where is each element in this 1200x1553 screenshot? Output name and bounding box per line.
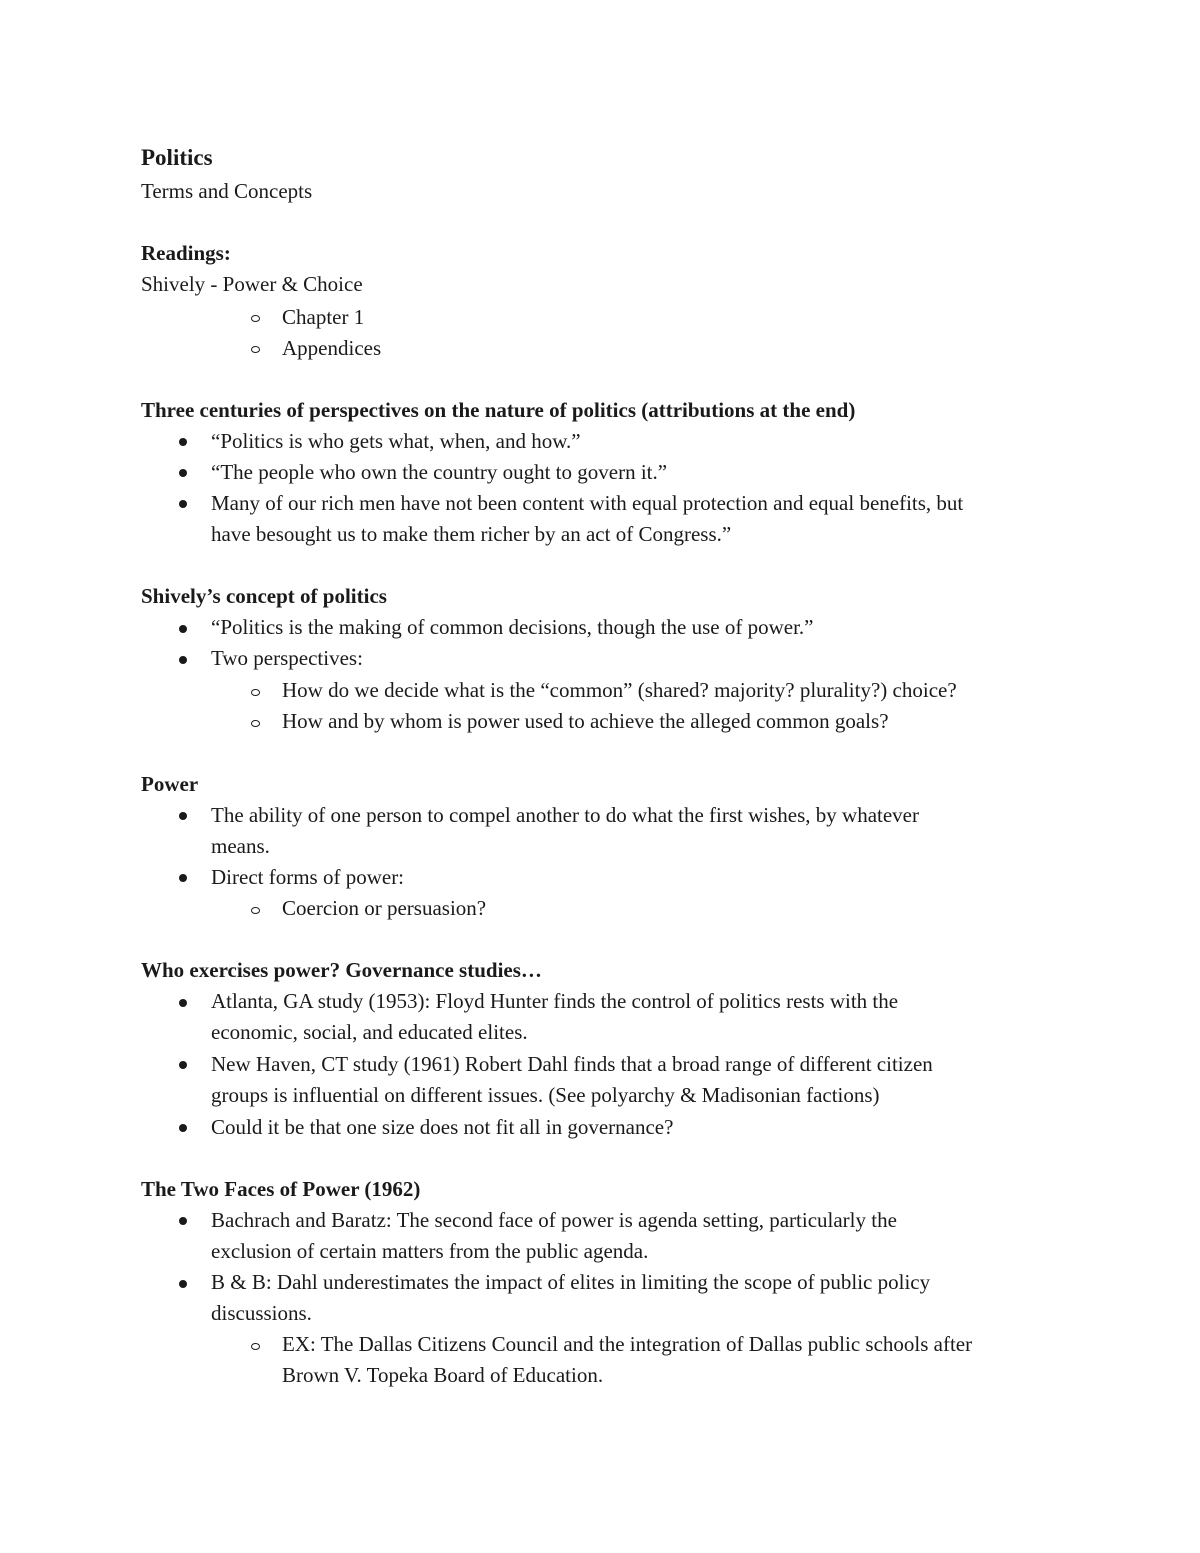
governance-bullet-2-line-1: New Haven, CT study (1961) Robert Dahl finds that a broad range of different citizen <box>211 1052 933 1076</box>
reading-item-appendices: Appendices <box>282 336 382 360</box>
faces-bullet-1-line-2: exclusion of certain matters from the public agenda. <box>211 1239 649 1263</box>
centuries-quote-3-line-1: Many of our rich men have not been content with equal protection and equal benefits, but <box>211 491 964 515</box>
faces-sub-1-line-2: Brown V. Topeka Board of Education. <box>282 1363 604 1387</box>
bullet-icon <box>179 874 187 882</box>
hollow-bullet-icon <box>251 907 260 914</box>
bullet-icon <box>179 438 187 446</box>
shively-heading: Shively’s concept of politics <box>141 584 387 608</box>
bullet-icon <box>179 656 187 664</box>
centuries-quote-2: “The people who own the country ought to govern it.” <box>211 460 668 484</box>
shively-bullet-1: “Politics is the making of common decisions, though the use of power.” <box>211 615 814 639</box>
shively-bullet-2: Two perspectives: <box>211 646 363 670</box>
power-bullet-2: Direct forms of power: <box>211 865 405 889</box>
doc-title: Politics <box>141 145 213 170</box>
bullet-icon <box>179 500 187 508</box>
power-heading: Power <box>141 772 199 796</box>
governance-bullet-3: Could it be that one size does not fit all in governance? <box>211 1115 674 1139</box>
centuries-quote-1: “Politics is who gets what, when, and how.” <box>211 429 581 453</box>
shively-sub-2: How and by whom is power used to achieve the alleged common goals? <box>282 709 889 733</box>
readings-heading: Readings: <box>141 241 231 265</box>
faces-sub-1-line-1: EX: The Dallas Citizens Council and the integration of Dallas public schools after <box>282 1332 973 1356</box>
faces-bullet-2-line-2: discussions. <box>211 1301 312 1325</box>
governance-heading: Who exercises power? Governance studies… <box>141 958 542 982</box>
centuries-heading: Three centuries of perspectives on the nature of politics (attributions at the end) <box>141 398 856 422</box>
governance-bullet-2-line-2: groups is influential on different issues. (See polyarchy & Madisonian factions) <box>211 1083 880 1107</box>
hollow-bullet-icon <box>251 720 260 727</box>
faces-heading: The Two Faces of Power (1962) <box>141 1177 421 1201</box>
bullet-icon <box>179 812 187 820</box>
hollow-bullet-icon <box>251 1343 260 1350</box>
doc-subtitle: Terms and Concepts <box>141 179 313 203</box>
reading-item-chapter: Chapter 1 <box>282 305 365 329</box>
hollow-bullet-icon <box>251 689 260 696</box>
centuries-quote-3-line-2: have besought us to make them richer by an act of Congress.” <box>211 522 732 546</box>
readings-source: Shively - Power & Choice <box>141 272 363 296</box>
bullet-icon <box>179 1280 187 1288</box>
hollow-bullet-icon <box>251 346 260 353</box>
hollow-bullet-icon <box>251 315 260 322</box>
power-bullet-1-line-1: The ability of one person to compel another to do what the first wishes, by whatever <box>211 803 919 827</box>
power-sub-1: Coercion or persuasion? <box>282 896 487 920</box>
bullet-icon <box>179 469 187 477</box>
bullet-icon <box>179 625 187 633</box>
bullet-icon <box>179 1217 187 1225</box>
bullet-icon <box>179 1124 187 1132</box>
bullet-icon <box>179 1061 187 1069</box>
governance-bullet-1-line-2: economic, social, and educated elites. <box>211 1020 528 1044</box>
shively-sub-1: How do we decide what is the “common” (shared? majority? plurality?) choice? <box>282 678 957 702</box>
faces-bullet-1-line-1: Bachrach and Baratz: The second face of power is agenda setting, particularly the <box>211 1208 897 1232</box>
governance-bullet-1-line-1: Atlanta, GA study (1953): Floyd Hunter finds the control of politics rests with the <box>211 989 899 1013</box>
power-bullet-1-line-2: means. <box>211 834 270 858</box>
bullet-icon <box>179 999 187 1007</box>
faces-bullet-2-line-1: B & B: Dahl underestimates the impact of elites in limiting the scope of public policy <box>211 1270 931 1294</box>
